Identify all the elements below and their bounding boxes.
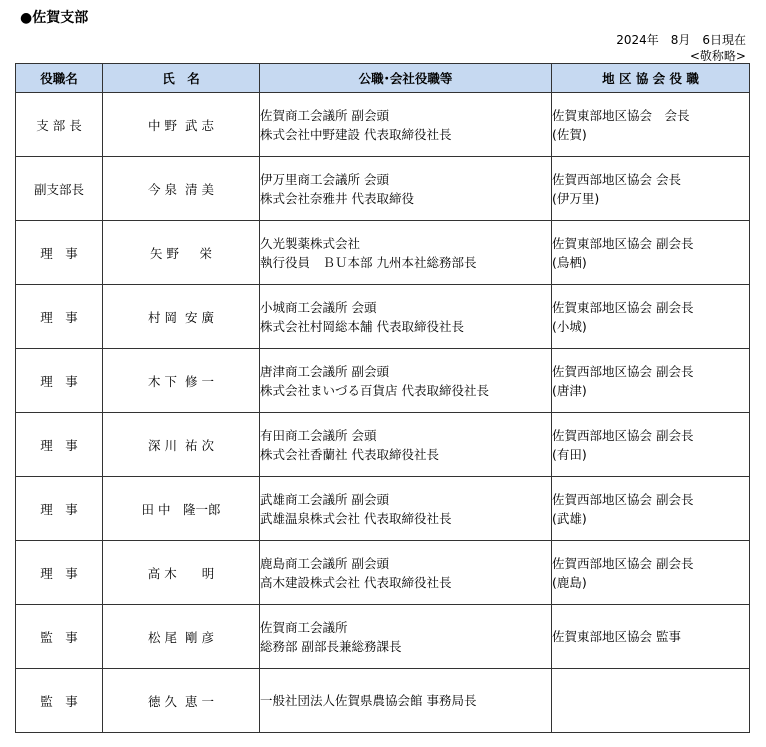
area-role-cell: 佐賀西部地区協会 副会長 (武雄) <box>552 477 750 541</box>
page-title: ●佐賀支部 <box>20 10 89 26</box>
position-cell: 佐賀商工会議所 副会頭 株式会社中野建設 代表取締役社長 <box>260 93 552 157</box>
branch-roster-table <box>15 63 750 733</box>
role-cell: 理 事 <box>16 221 103 285</box>
name-cell: 今 泉 清 美 <box>103 157 260 221</box>
position-cell: 一般社団法人佐賀県農協会館 事務局長 <box>260 669 552 733</box>
role-cell: 監 事 <box>16 605 103 669</box>
table-row <box>16 541 750 605</box>
area-role-cell: 佐賀東部地区協会 副会長 (鳥栖) <box>552 221 750 285</box>
position-cell: 伊万里商工会議所 会頭 株式会社奈雅井 代表取締役 <box>260 157 552 221</box>
table-row <box>16 349 750 413</box>
area-role-cell: 佐賀西部地区協会 副会長 (唐津) <box>552 349 750 413</box>
role-cell: 理 事 <box>16 477 103 541</box>
name-cell: 田 中 隆一郎 <box>103 477 260 541</box>
name-cell: 徳 久 恵 一 <box>103 669 260 733</box>
area-role-cell: 佐賀西部地区協会 会長 (伊万里) <box>552 157 750 221</box>
area-role-cell: 佐賀東部地区協会 会長 (佐賀) <box>552 93 750 157</box>
table-row <box>16 221 750 285</box>
area-role-cell: 佐賀東部地区協会 監事 <box>552 605 750 669</box>
position-cell: 唐津商工会議所 副会頭 株式会社まいづる百貨店 代表取締役社長 <box>260 349 552 413</box>
role-cell: 理 事 <box>16 413 103 477</box>
column-header-role: 役職名 <box>16 64 103 93</box>
name-cell: 深 川 祐 次 <box>103 413 260 477</box>
name-cell: 矢 野 栄 <box>103 221 260 285</box>
area-role-cell <box>552 669 750 733</box>
table-row <box>16 605 750 669</box>
honorific-note: <敬称略> <box>689 49 746 63</box>
position-cell: 有田商工会議所 会頭 株式会社香蘭社 代表取締役社長 <box>260 413 552 477</box>
as-of-date: 2024年 8月 6日現在 <box>616 33 746 47</box>
role-cell: 監 事 <box>16 669 103 733</box>
table-row <box>16 477 750 541</box>
position-cell: 武雄商工会議所 副会頭 武雄温泉株式会社 代表取締役社長 <box>260 477 552 541</box>
role-cell: 理 事 <box>16 349 103 413</box>
column-header-position: 公職･会社役職等 <box>260 64 552 93</box>
area-role-cell: 佐賀西部地区協会 副会長 (鹿島) <box>552 541 750 605</box>
role-cell: 理 事 <box>16 285 103 349</box>
name-cell: 中 野 武 志 <box>103 93 260 157</box>
position-cell: 久光製薬株式会社 執行役員 ＢＵ本部 九州本社総務部長 <box>260 221 552 285</box>
name-cell: 木 下 修 一 <box>103 349 260 413</box>
name-cell: 高 木 明 <box>103 541 260 605</box>
role-cell: 理 事 <box>16 541 103 605</box>
table-row <box>16 285 750 349</box>
column-header-name: 氏 名 <box>103 64 260 93</box>
table-row <box>16 157 750 221</box>
table-row <box>16 669 750 733</box>
position-cell: 佐賀商工会議所 総務部 副部長兼総務課長 <box>260 605 552 669</box>
area-role-cell: 佐賀西部地区協会 副会長 (有田) <box>552 413 750 477</box>
role-cell: 支 部 長 <box>16 93 103 157</box>
role-cell: 副支部長 <box>16 157 103 221</box>
position-cell: 鹿島商工会議所 副会頭 高木建設株式会社 代表取締役社長 <box>260 541 552 605</box>
area-role-cell: 佐賀東部地区協会 副会長 (小城) <box>552 285 750 349</box>
table-row <box>16 413 750 477</box>
position-cell: 小城商工会議所 会頭 株式会社村岡総本舗 代表取締役社長 <box>260 285 552 349</box>
column-header-area-role: 地 区 協 会 役 職 <box>552 64 750 93</box>
table-row <box>16 93 750 157</box>
name-cell: 村 岡 安 廣 <box>103 285 260 349</box>
name-cell: 松 尾 剛 彦 <box>103 605 260 669</box>
table-header-row <box>16 64 750 93</box>
